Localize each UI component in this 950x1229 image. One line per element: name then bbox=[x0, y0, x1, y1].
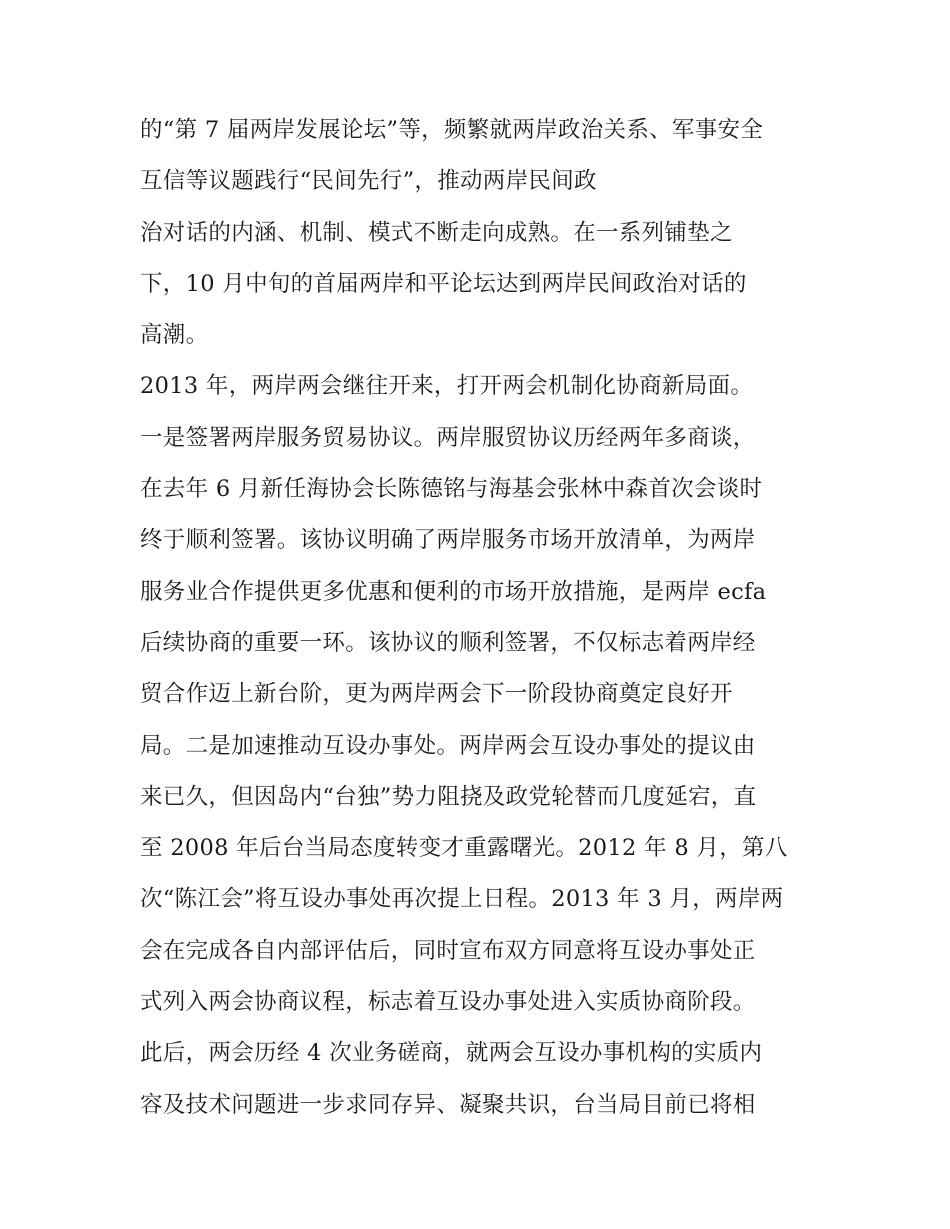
text-line: 高潮。 bbox=[140, 322, 209, 349]
text-line: 2013 年，两岸两会继往开来，打开两会机制化协商新局面。 bbox=[140, 373, 754, 400]
text-line: 在去年 6 月新任海协会长陈德铭与海基会张林中森首次会谈时 bbox=[140, 476, 763, 503]
text-line: 式列入两会协商议程，标志着互设办事处进入实质协商阶段。 bbox=[140, 989, 756, 1016]
text-line: 容及技术问题进一步求同存异、凝聚共识，台当局目前已将相 bbox=[140, 1091, 756, 1118]
text-line: 贸合作迈上新台阶，更为两岸两会下一阶段协商奠定良好开 bbox=[140, 681, 733, 708]
text-line: 后续协商的重要一环。该协议的顺利签署，不仅标志着两岸经 bbox=[140, 629, 756, 656]
text-line: 次“陈江会”将互设办事处再次提上日程。2013 年 3 月，两岸两 bbox=[140, 886, 784, 913]
text-line: 的“第 7 届两岸发展论坛”等，频繁就两岸政治关系、军事安全 bbox=[140, 117, 764, 143]
text-line: 终于顺利签署。该协议明确了两岸服务市场开放清单，为两岸 bbox=[140, 527, 756, 554]
text-line: 治对话的内涵、机制、模式不断走向成熟。在一系列铺垫之 bbox=[140, 219, 733, 246]
text-line: 局。二是加速推动互设办事处。两岸两会互设办事处的提议由 bbox=[140, 732, 756, 759]
text-line: 服务业合作提供更多优惠和便利的市场开放措施，是两岸 ecfa bbox=[140, 578, 767, 605]
text-line: 下，10 月中旬的首届两岸和平论坛达到两岸民间政治对话的 bbox=[140, 270, 747, 297]
text-line: 至 2008 年后台当局态度转变才重露曙光。2012 年 8 月，第八 bbox=[140, 835, 788, 862]
text-line: 互信等议题践行“民间先行”，推动两岸民间政 bbox=[140, 168, 597, 195]
text-line: 会在完成各自内部评估后，同时宣布双方同意将互设办事处正 bbox=[140, 937, 756, 964]
text-line: 此后，两会历经 4 次业务磋商，就两会互设办事机构的实质内 bbox=[140, 1040, 763, 1067]
text-line: 一是签署两岸服务贸易协议。两岸服贸协议历经两年多商谈， bbox=[140, 424, 756, 451]
text-line: 来已久，但因岛内“台独”势力阻挠及政党轮替而几度延宕，直 bbox=[140, 783, 757, 810]
body-text bbox=[140, 105, 820, 1131]
